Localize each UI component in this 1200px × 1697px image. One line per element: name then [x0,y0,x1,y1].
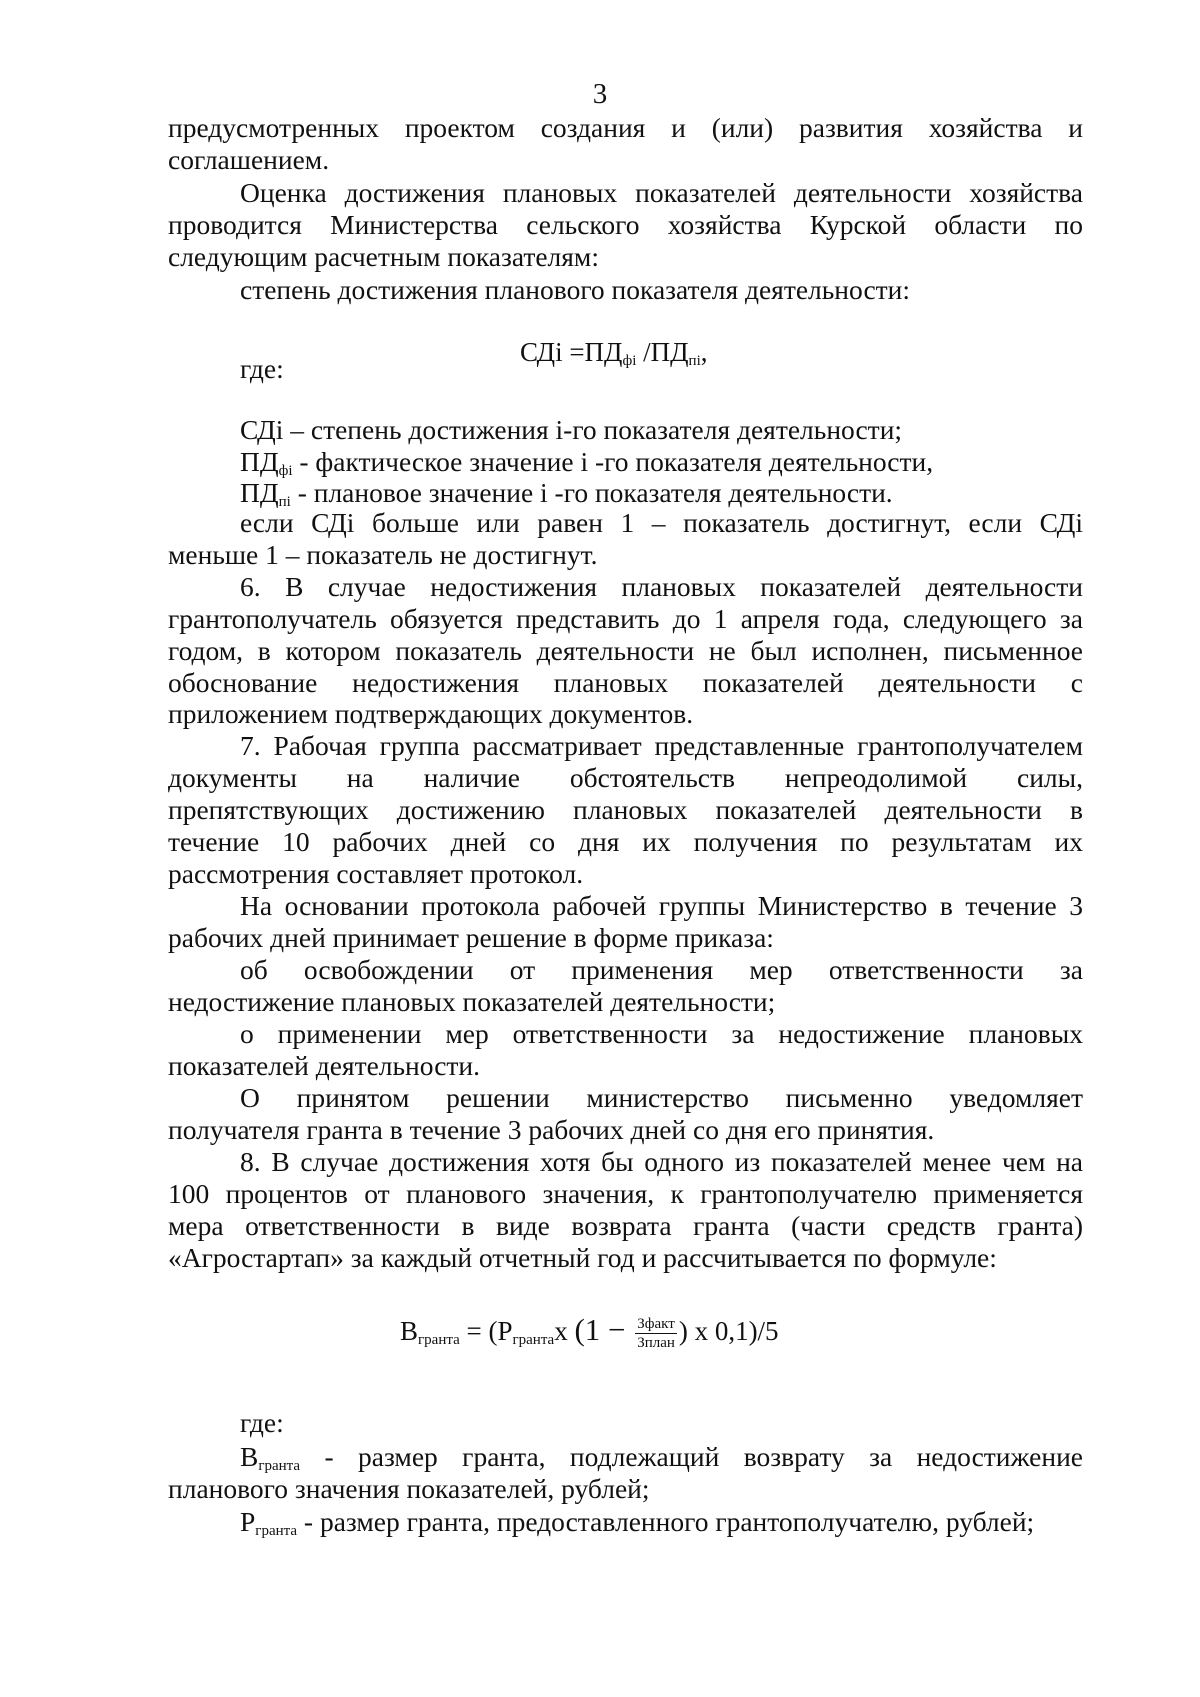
paragraph-line: течение 10 рабочих дней со дня их получения по результатам их [168,826,1083,857]
formula-tail: ) х 0,1)/5 [678,1316,779,1346]
formula-sd-right: , [700,337,708,367]
fraction-denominator-sub: план [644,1335,675,1352]
paragraph-line: планового значения показателей, рублей; [168,1473,650,1504]
page-number: 3 [592,78,608,110]
paragraph-line: 8. В случае достижения хотя бы одного из показателей менее чем на [240,1146,1083,1177]
paragraph-line: об освобождении от применения мер ответственности за [240,954,1083,985]
paragraph-line: На основании протокола рабочей группы Министерство в течение 3 [240,890,1083,921]
paragraph-line: показателей деятельности. [168,1050,481,1081]
formula-symbol-b: В [400,1316,419,1346]
paragraph-line: степень достижения планового показателя деятельности: [240,274,911,305]
paragraph-line: меньше 1 – показатель не достигнут. [168,539,598,570]
paragraph-line: недостижение плановых показателей деятельности; [168,986,776,1017]
definition-symbol-sub: фi [278,463,293,479]
paragraph-line: О принятом решении министерство письменно уведомляет [240,1082,1083,1113]
where-label: где: [240,353,284,384]
formula-refund [400,1312,779,1352]
paragraph-line: если СДi больше или равен 1 – показатель достигнут, если СДi [240,507,1083,538]
formula-sd-sub-fact: фi [622,353,637,369]
definition-symbol: ПД [240,477,279,508]
formula-multiply: х [554,1316,575,1346]
paragraph-line: грантополучатель обязуется представить до 1 апреля года, следующего за [168,603,1083,634]
definition-symbol-sub: пi [278,494,291,510]
paragraph-line: получателя гранта в течение 3 рабочих дней со дня его принятия. [168,1114,935,1145]
formula-sd-left: СДi =ПД [520,337,623,367]
paragraph-line: Оценка достижения плановых показателей деятельности хозяйства [240,177,1083,208]
fraction-denominator: З [637,1335,645,1352]
paragraph-line: 7. Рабочая группа рассматривает представленные грантополучателем [240,730,1083,761]
paragraph-line: предусмотренных проектом создания и (или) развития хозяйства и [168,112,1083,143]
paragraph-line: соглашением. [168,144,330,175]
where-label: где: [240,1407,284,1438]
definition-symbol-sub: гранта [258,1458,301,1474]
definition-symbol-sub: гранта [255,1523,298,1539]
paragraph-line: обоснование недостижения плановых показателей деятельности с [168,667,1083,698]
definition-sd: СДi – степень достижения i-го показателя деятельности; [240,414,903,445]
definition-text: - размер гранта, предоставленного грантополучателю, рублей; [297,1506,1035,1537]
formula-sub: гранта [512,1332,555,1348]
fraction-numerator: З [637,1316,645,1333]
paragraph-line: рабочих дней принимает решение в форме приказа: [168,922,774,953]
paragraph-line: мера ответственности в виде возврата гранта (части средств гранта) [168,1210,1083,1241]
paragraph-line: приложением подтверждающих документов. [168,698,694,729]
formula-eq: = (Р [459,1316,513,1346]
paragraph-line: документы на наличие обстоятельств непреодолимой силы, [168,762,1083,793]
definition-p-line [240,1506,1083,1548]
paragraph-line: 6. В случае недостижения плановых показателей деятельности [240,571,1083,602]
definition-text: - плановое значение i -го показателя деятельности. [290,477,893,508]
paragraph-line: препятствующих достижению плановых показателей деятельности в [168,794,1083,825]
formula-sd-mid: /ПД [636,337,689,367]
paragraph-line: «Агростартап» за каждый отчетный год и рассчитывается по формуле: [168,1242,997,1273]
paragraph-line: о применении мер ответственности за недостижение плановых [240,1018,1083,1049]
formula-open: (1 − [574,1312,634,1347]
definition-text: - размер гранта, подлежащий возврату за недостижение [300,1441,1083,1472]
paragraph-line: годом, в котором показатель деятельности не был исполнен, письменное [168,635,1083,666]
definition-symbol: ПД [240,446,279,477]
formula-fraction [635,1315,677,1352]
paragraph-line: следующим расчетным показателям: [168,241,599,272]
paragraph-line: проводится Министерства сельского хозяйства Курской области по [168,209,1083,240]
formula-sd-sub-plan: пi [688,353,701,369]
fraction-numerator-sub: факт [644,1316,675,1333]
paragraph-line: 100 процентов от планового значения, к грантополучателю применяется [168,1178,1083,1209]
formula-sub: гранта [418,1332,460,1348]
definition-symbol: Р [240,1506,256,1537]
definition-symbol: В [240,1441,259,1472]
paragraph-line: рассмотрения составляет протокол. [168,858,584,889]
definition-text: - фактическое значение i -го показателя деятельности, [292,446,934,477]
